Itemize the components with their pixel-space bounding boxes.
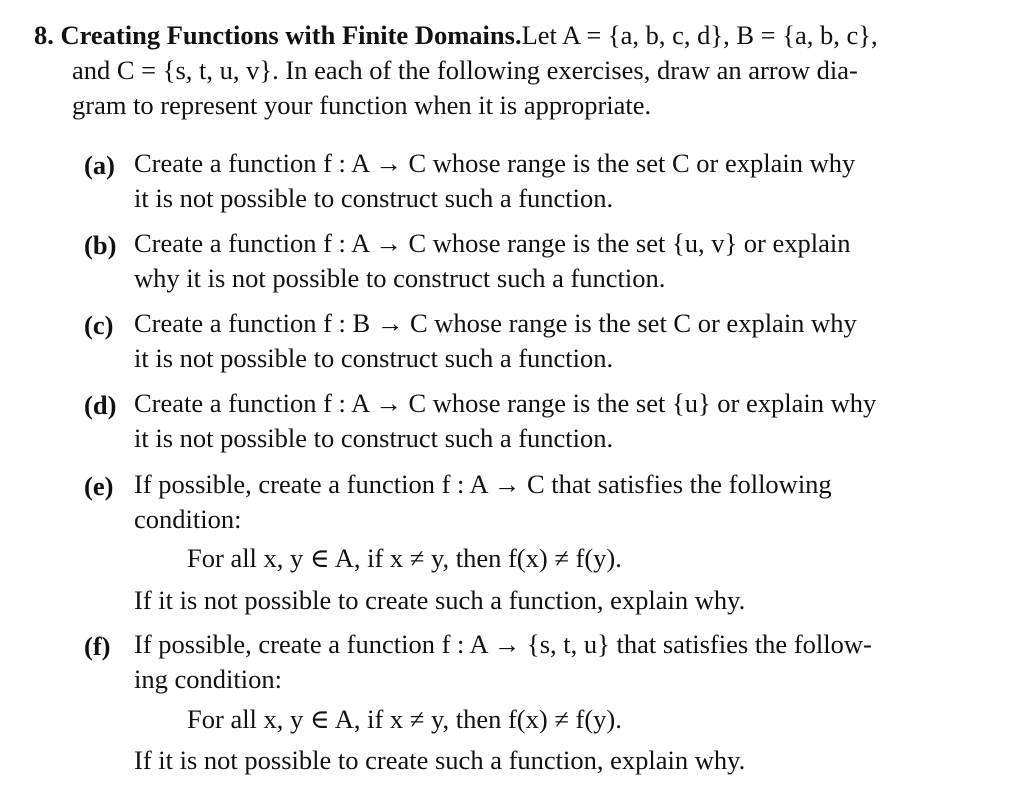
problem-intro-line-3: gram to represent your function when it is appropriate.: [72, 90, 652, 120]
part-d-text: [134, 390, 944, 460]
part-f-text: [134, 631, 944, 701]
problem-title: Creating Functions with Finite Domains.: [60, 20, 522, 50]
part-e-label: (e): [84, 471, 114, 501]
part-a-text: [134, 150, 944, 220]
problem-number: 8.: [34, 20, 54, 50]
part-e-line-2: condition:: [134, 504, 242, 534]
part-b-line-1: Create a function f : A → C whose range is the set {u, v} or explain: [134, 228, 851, 258]
part-b-line-2: why it is not possible to construct such a function.: [134, 263, 666, 293]
part-f-line-2: ing condition:: [134, 664, 282, 694]
problem-intro-line-2: and C = {s, t, u, v}. In each of the following exercises, draw an arrow dia-: [72, 55, 858, 85]
part-a-label: (a): [84, 150, 115, 180]
part-c-line-2: it is not possible to construct such a function.: [134, 343, 614, 373]
part-a-line-1: Create a function f : A → C whose range is the set C or explain why: [134, 148, 856, 178]
part-f-line-1: If possible, create a function f : A → {s, t, u} that satisfies the follow-: [134, 629, 872, 659]
part-b-text: [134, 230, 944, 300]
part-f-tail: If it is not possible to create such a function, explain why.: [134, 745, 746, 775]
part-e-line-1: If possible, create a function f : A → C that satisfies the following: [134, 469, 832, 499]
part-c-text: [134, 310, 944, 380]
problem-intro-sets: Let A = {a, b, c, d}, B = {a, b, c},: [521, 20, 878, 50]
part-c-label: (c): [84, 310, 114, 340]
part-f-condition: For all x, y ∈ A, if x ≠ y, then f(x) ≠ f(y).: [187, 704, 622, 734]
part-d-line-2: it is not possible to construct such a function.: [134, 423, 614, 453]
part-e-condition: For all x, y ∈ A, if x ≠ y, then f(x) ≠ f(y).: [187, 543, 622, 573]
part-e-tail: If it is not possible to create such a function, explain why.: [134, 585, 746, 615]
part-c-line-1: Create a function f : B → C whose range is the set C or explain why: [134, 308, 857, 338]
part-a-line-2: it is not possible to construct such a function.: [134, 183, 614, 213]
part-b-label: (b): [84, 230, 117, 260]
part-d-label: (d): [84, 390, 117, 420]
part-f-label: (f): [84, 631, 111, 661]
part-d-line-1: Create a function f : A → C whose range is the set {u} or explain why: [134, 388, 877, 418]
part-e-text: [134, 471, 944, 541]
problem-heading-line: [34, 22, 878, 49]
